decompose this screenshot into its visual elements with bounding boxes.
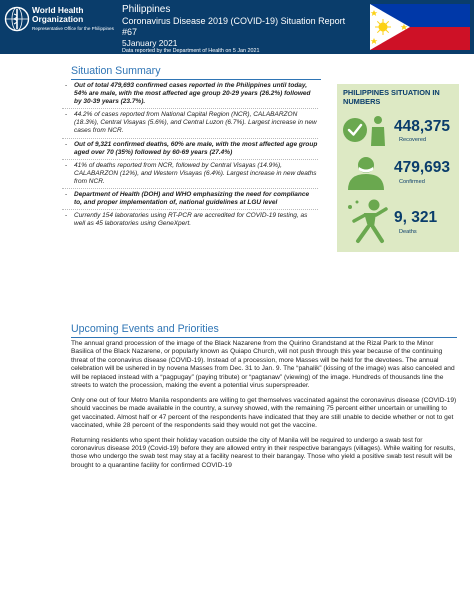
events-paragraph: Only one out of four Metro Manila respondents are willing to get themselves vaccinated against the coronavirus disease (COVID-19) should vaccines be made available in the country, a survey showed, with the remaining 75 percent either uncertain or unwilling to get vaccinated. Almost half or 47 percent of the respondents have indicated that they are still unable to decide whether or not to get vaccinated, while 28 percent of the respondents said they would not get the vaccine. <box>71 396 457 430</box>
who-name <box>32 6 114 31</box>
report-header <box>0 0 474 54</box>
data-source-note: Data reported by the Department of Health on 5 Jan 2021 <box>122 48 260 54</box>
deaths-label: Deaths <box>399 229 417 235</box>
office-name: Representative Office for the Philippines <box>32 26 114 31</box>
summary-item: - Department of Health (DOH) and WHO emphasizing the need for compliance to, and proper implementation of, national guidelines at LGU level <box>62 189 318 210</box>
deaths-count: 9, 321 <box>394 209 438 226</box>
deaths-icon <box>340 197 392 245</box>
summary-item: - 44.2% of cases reported from National Capital Region (NCR), CALABARZON (18.3%), Central Visayas (5.6%), and Central Luzon (6.7%). Largest increase in new cases from NCR. <box>62 109 318 138</box>
summary-list <box>62 80 318 230</box>
who-logo <box>4 4 112 50</box>
country-name: Philippines <box>122 4 171 15</box>
who-emblem-icon <box>4 6 30 32</box>
confirmed-label: Confirmed <box>399 179 425 185</box>
recovered-icon <box>341 112 391 148</box>
situation-numbers-title: PHILIPPINES SITUATION IN NUMBERS <box>343 88 440 107</box>
events-body <box>71 340 457 476</box>
events-divider <box>71 337 457 338</box>
recovered-count: 448,375 <box>394 118 451 135</box>
situation-summary-title: Situation Summary <box>71 65 161 77</box>
report-date: 5January 2021 <box>122 38 178 48</box>
summary-item: - Out of 9,321 confirmed deaths, 60% are male, with the most affected age group aged over 70 (35%) followed by 60-69 years (27.4%) <box>62 139 318 160</box>
confirmed-icon <box>342 154 390 194</box>
summary-item: - Currently 154 laboratories using RT-PCR are accredited for COVID-19 testing, as well as 45 laboratories using GeneXpert. <box>62 210 318 230</box>
upcoming-events-title: Upcoming Events and Priorities <box>71 323 219 335</box>
report-title-block <box>122 4 362 55</box>
report-title: Coronavirus Disease 2019 (COVID-19) Situation Report #67 <box>122 16 346 37</box>
philippine-flag-icon <box>370 4 470 50</box>
situation-numbers-panel <box>337 84 459 252</box>
events-paragraph: The annual grand procession of the image of the Black Nazarene from the Quirino Grandstand at the Rizal Park to the Minor Basilica of the Black Nazarene, or popularly known as Quiapo Church, will not push through this year because of the continuing threat of the coronavirus disease (COVID-19). Instead of a procession, more Masses will be held for the devotees. The annual celebration will be ushered in by novena Masses from Dec. 31 to Jan. 9. The “pahalik” (kissing of the image) was also canceled and will be replaced instead with a “pagpugay” (paying tribute) or “pagtanaw” (viewing) of the image. Hundreds of thousands line the streets to watch the procession, making the event a potential virus superspreader. <box>71 340 455 390</box>
summary-item: - Out of total 479,693 confirmed cases reported in the Philippines until today, 54% are male, with the most affected age group 20-29 years (26.2%) followed by 30-39 years (23.7%). <box>62 80 318 109</box>
org-name: World Health Organization <box>32 5 84 24</box>
events-paragraph: Returning residents who spent their holiday vacation outside the city of Manila will be required to undergo a swab test for coronavirus disease 2019 (Covid-19) before they are allowed entry in their respective barangays (villages). While waiting for results, those who undergo the swab test may stay at a facility nearest to their barangay. Those who yield a positive swab test result will be brought to a quarantine facility for confirmed COVID-19 <box>71 436 456 469</box>
recovered-label: Recovered <box>399 137 427 143</box>
summary-item: - 41% of deaths reported from NCR, followed by Central Visayas (14.9%), CALABARZON (12%), and Western Visayas (6.4%). Largest increase in new deaths from NCR. <box>62 160 318 189</box>
confirmed-count: 479,693 <box>394 159 451 176</box>
